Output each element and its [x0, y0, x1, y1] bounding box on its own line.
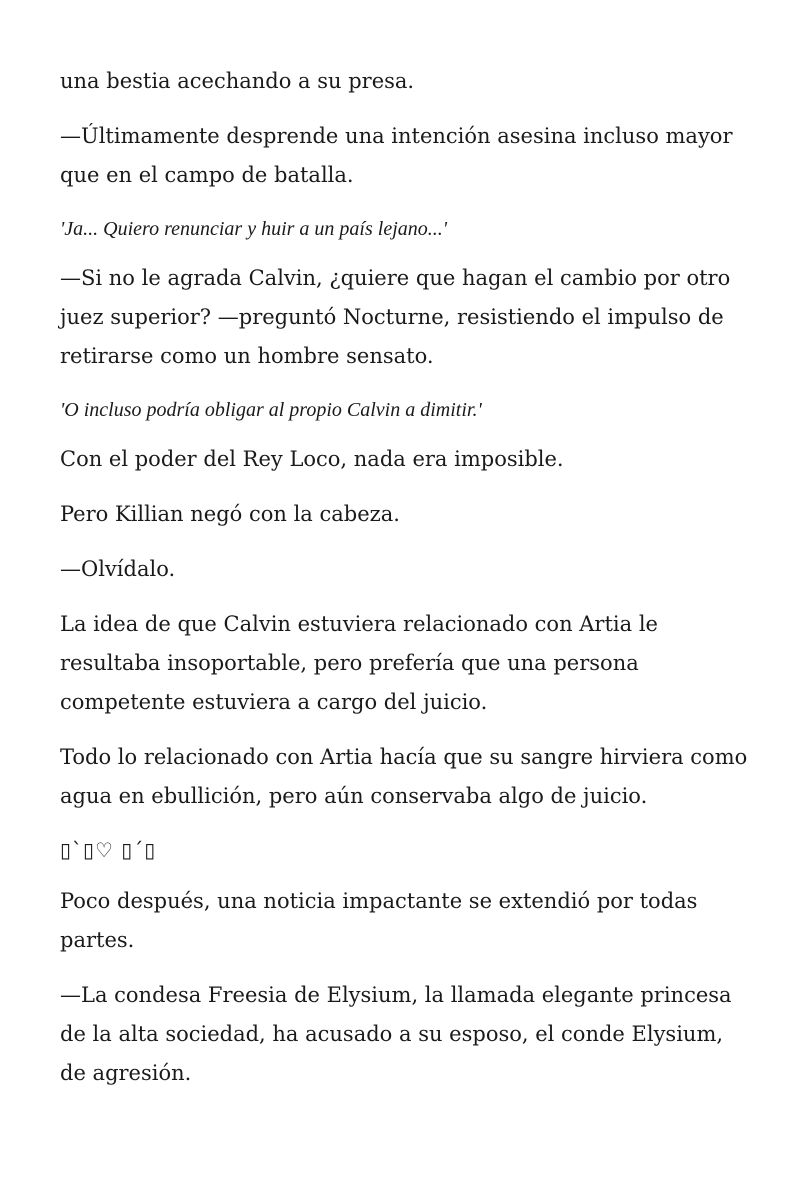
text-column: [60, 62, 750, 1109]
inner-thought-paragraph: 'Ja... Quiero renunciar y huir a un país lejano...': [60, 218, 448, 240]
inner-thought-paragraph: 'O incluso podría obligar al propio Calvin a dimitir.': [60, 399, 482, 421]
paragraph: Con el poder del Rey Loco, nada era imposible.: [60, 447, 564, 471]
dialogue-paragraph: —La condesa Freesia de Elysium, la llamada elegante princesa de la alta sociedad, ha acusado a su esposo, el conde Elysium, de agresión.: [60, 983, 732, 1085]
paragraph: La idea de que Calvin estuviera relacionado con Artia le resultaba insoportable, pero prefería que una persona competente estuviera a cargo del juicio.: [60, 612, 658, 714]
paragraph: una bestia acechando a su presa.: [60, 69, 415, 93]
paragraph: Poco después, una noticia impactante se extendió por todas partes.: [60, 889, 698, 952]
dialogue-paragraph: —Últimamente desprende una intención asesina incluso mayor que en el campo de batalla.: [60, 124, 733, 187]
scene-separator: ▯`▯♡ ▯´▯: [60, 838, 157, 862]
dialogue-paragraph: —Si no le agrada Calvin, ¿quiere que hagan el cambio por otro juez superior? —preguntó Nocturne, resistiendo el impulso de retirarse como un hombre sensato.: [60, 266, 731, 368]
dialogue-paragraph: —Olvídalo.: [60, 557, 176, 581]
paragraph: Todo lo relacionado con Artia hacía que su sangre hirviera como agua en ebullición, pero aún conservaba algo de juicio.: [60, 745, 748, 808]
paragraph: Pero Killian negó con la cabeza.: [60, 502, 400, 526]
